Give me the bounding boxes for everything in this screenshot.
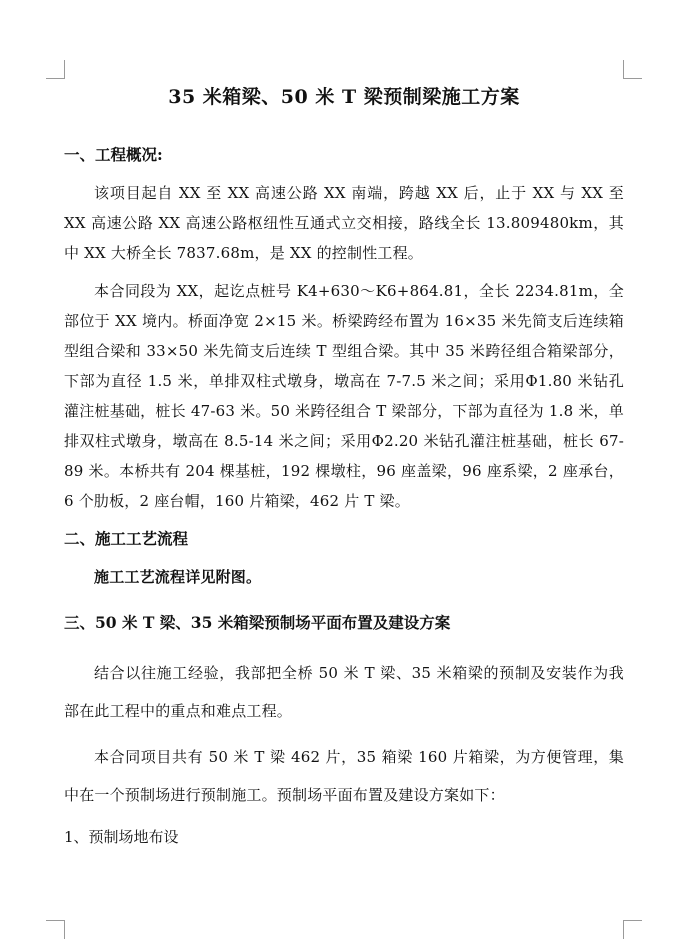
paragraph-beam-count: 本合同项目共有 50 米 T 梁 462 片，35 箱梁 160 片箱梁，为方便管理，集中在一个预制场进行预制施工。预制场平面布置及建设方案如下： <box>64 748 624 804</box>
section-heading-overview: 一、工程概况: <box>64 145 163 164</box>
paragraph-key-work: 结合以往施工经验，我部把全桥 50 米 T 梁、35 米箱梁的预制及安装作为我部在此工程中的重点和难点工程。 <box>64 664 624 720</box>
paragraph-project-intro: 该项目起自 XX 至 XX 高速公路 XX 南端，跨越 XX 后，止于 XX 与 XX 至 XX 高速公路 XX 高速公路枢纽性互通式立交相接，路线全长 13.809480km，其中 XX 大桥全长 7837.68m，是 XX 的控制性工程。 <box>64 184 624 262</box>
paragraph-contract-section: 本合同段为 XX，起讫点桩号 K4+630～K6+864.81，全长 2234.81m，全部位于 XX 境内。桥面净宽 2×15 米。桥梁跨经布置为 16×35 米先简支后连续箱型组合梁和 33×50 米先简支后连续 T 型组合梁。其中 35 米跨径组合箱梁部分，下部为直径 1.5 米，单排双柱式墩身，墩高在 7-7.5 米之间；采用Φ1.80 米钻孔灌注桩基础，桩长 47-63 米。50 米跨径组合 T 梁部分，下部为直径为 1.8 米，单排双柱式墩身，墩高在 8.5-14 米之间；采用Φ2.20 米钻孔灌注桩基础，桩长 67-89 米。本桥共有 204 棵基桩，192 棵墩柱，96 座盖梁，96 座系梁，2 座承台，6 个肋板，2 座台帽，160 片箱梁，462 片 T 梁。 <box>64 282 624 510</box>
document-page <box>64 76 624 852</box>
document-title: 35 米箱梁、50 米 T 梁预制梁施工方案 <box>168 86 520 108</box>
crop-mark-top-right <box>623 60 642 79</box>
subheading-yard-setup: 1、预制场地布设 <box>64 828 179 846</box>
section-heading-process: 二、施工工艺流程 <box>64 529 189 548</box>
crop-mark-top-left <box>46 60 65 79</box>
crop-mark-bottom-left <box>46 920 65 939</box>
paragraph-process-reference: 施工工艺流程详见附图。 <box>94 568 262 586</box>
section-heading-yard-layout: 三、50 米 T 梁、35 米箱梁预制场平面布置及建设方案 <box>64 613 451 632</box>
crop-mark-bottom-right <box>623 920 642 939</box>
